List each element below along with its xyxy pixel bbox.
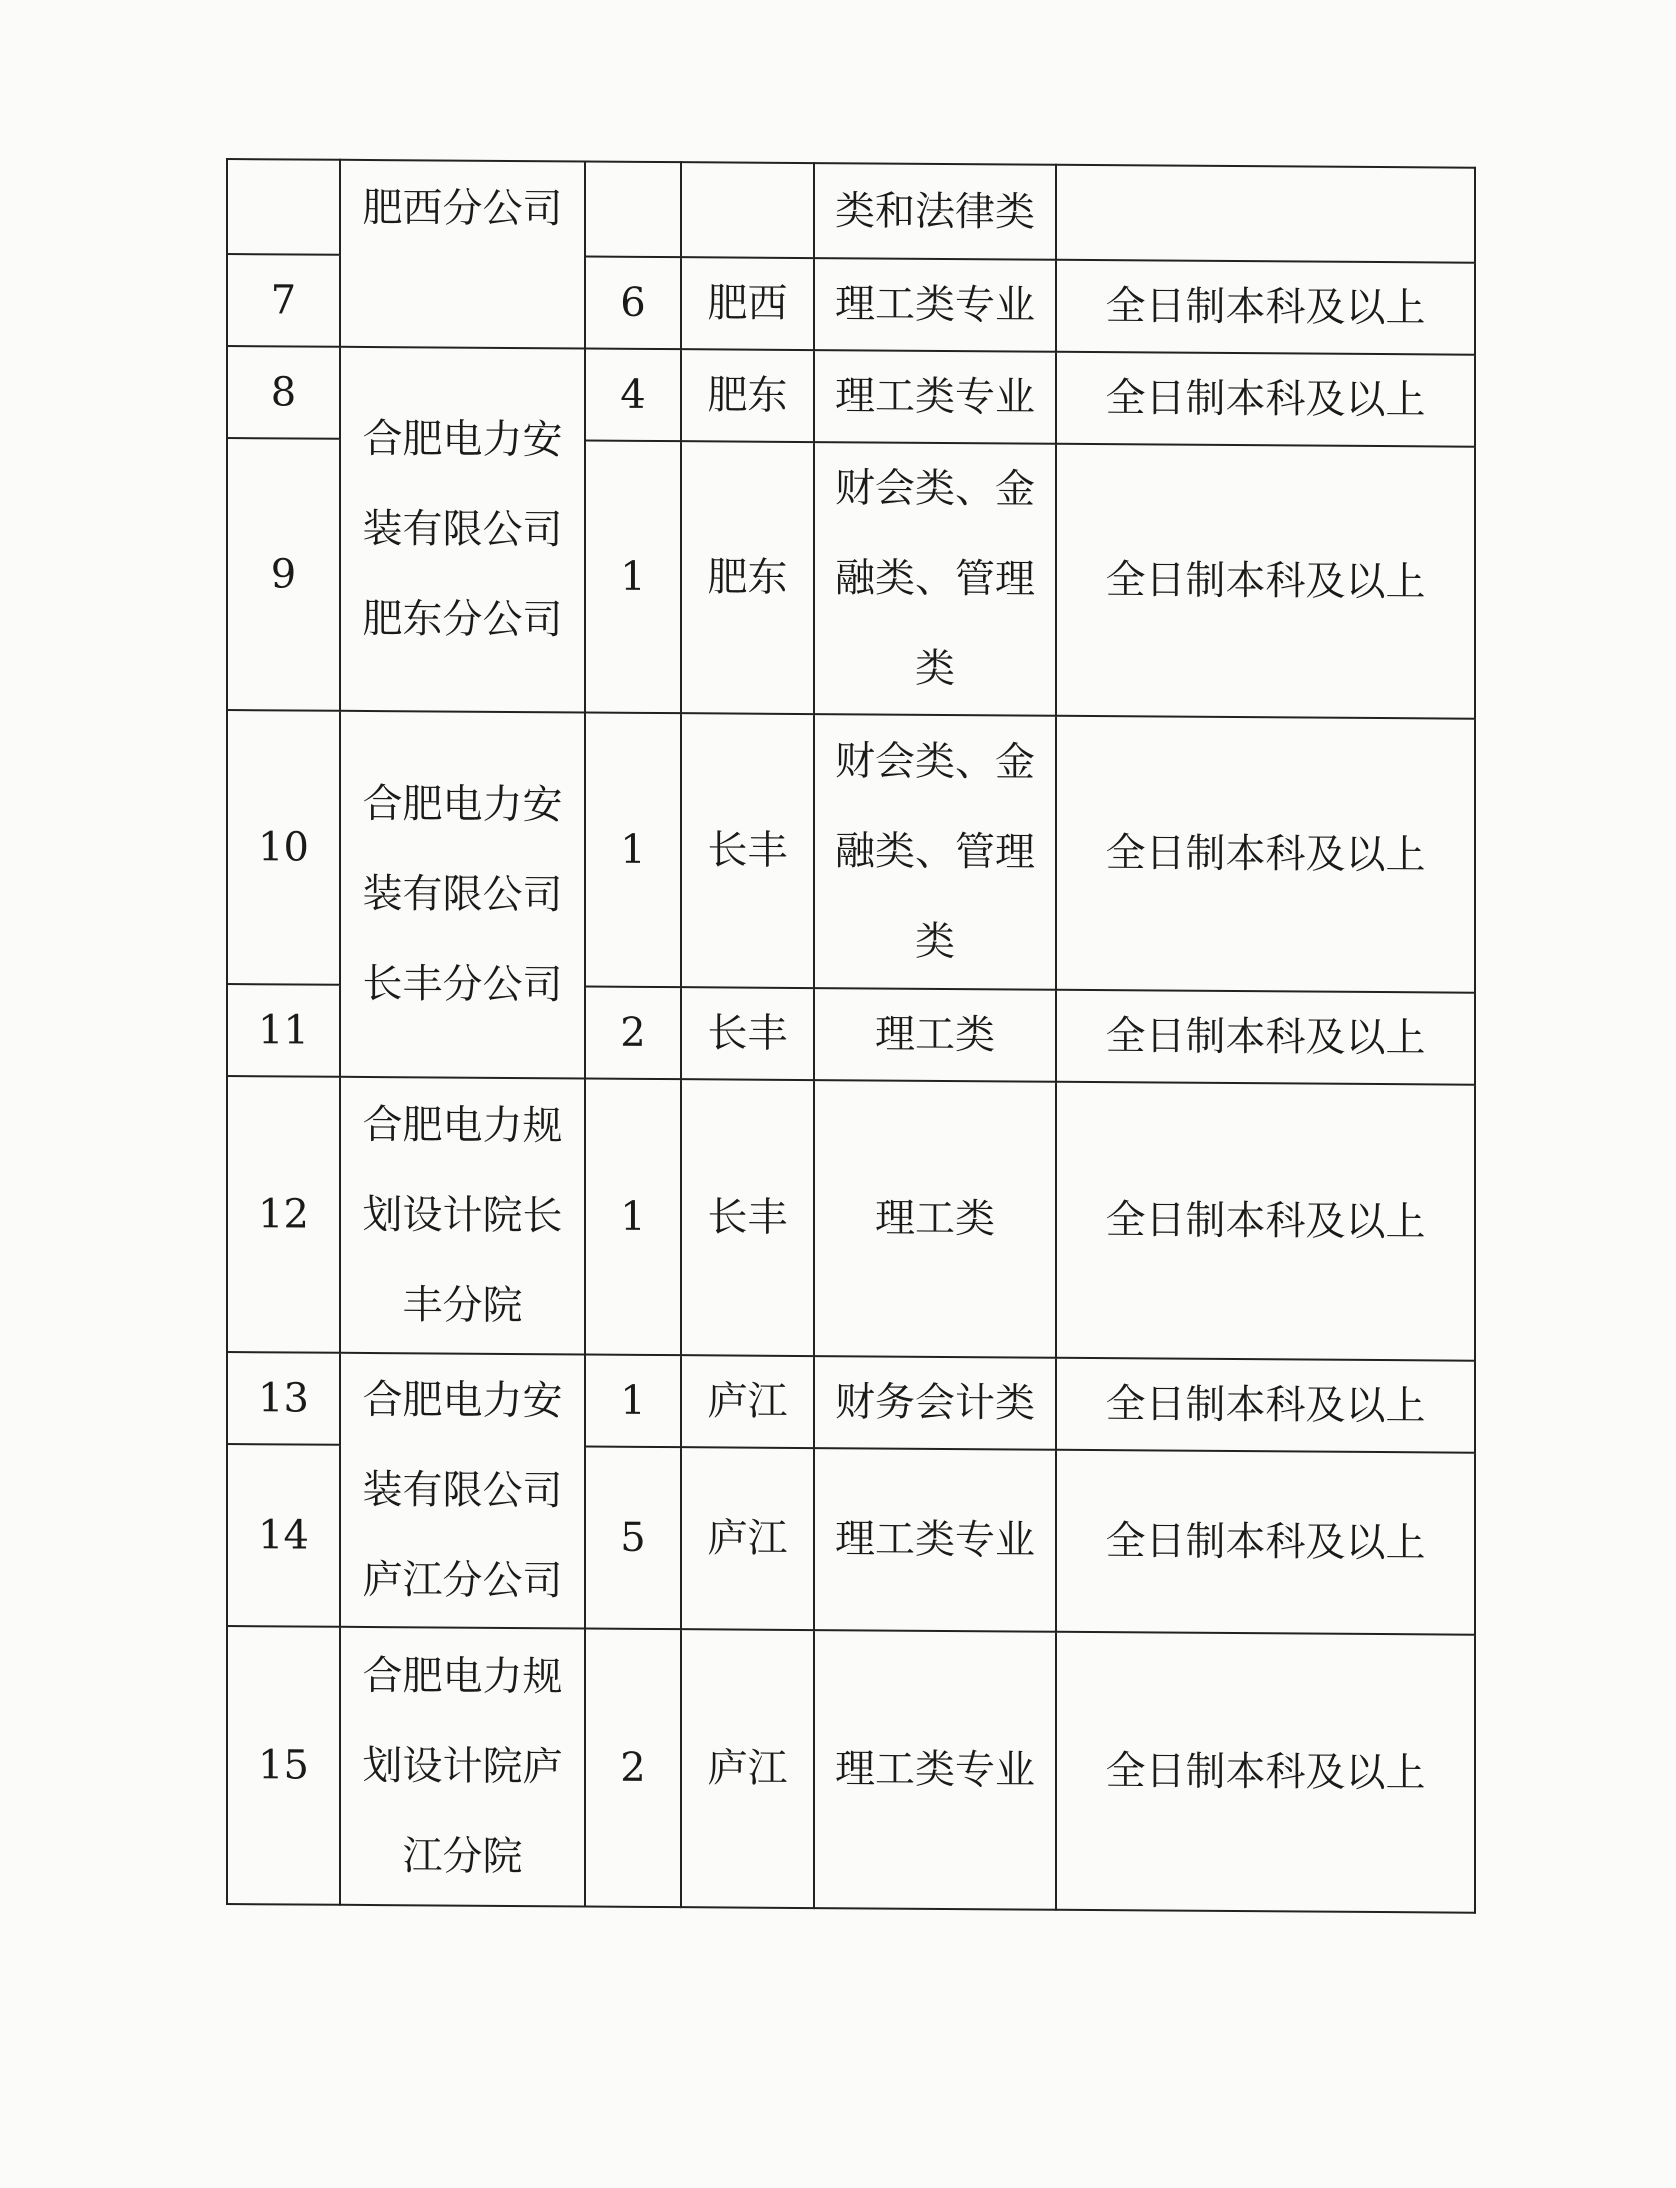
education-requirement: 全日制本科及以上	[1056, 260, 1475, 355]
work-location: 长丰	[681, 1079, 814, 1356]
major-requirement: 财会类、金融类、管理类	[814, 442, 1056, 716]
row-number: 7	[227, 254, 340, 347]
education-requirement: 全日制本科及以上	[1056, 990, 1475, 1085]
headcount	[585, 162, 681, 258]
education-requirement: 全日制本科及以上	[1056, 1632, 1475, 1913]
major-requirement: 理工类专业	[814, 258, 1056, 352]
work-location: 庐江	[681, 1629, 814, 1908]
row-number	[227, 159, 340, 255]
unit-name: 合肥电力规划设计院庐江分院	[340, 1627, 585, 1907]
headcount: 5	[585, 1447, 681, 1630]
row-number: 10	[227, 710, 340, 985]
major-requirement: 理工类	[814, 988, 1056, 1082]
headcount: 2	[585, 1629, 681, 1908]
education-requirement: 全日制本科及以上	[1056, 352, 1475, 447]
row-number: 13	[227, 1352, 340, 1445]
headcount: 1	[585, 1355, 681, 1448]
major-requirement: 财会类、金融类、管理类	[814, 714, 1056, 990]
headcount: 1	[585, 713, 681, 988]
work-location: 肥东	[681, 441, 814, 714]
row-number: 11	[227, 984, 340, 1077]
headcount: 4	[585, 349, 681, 442]
table-row	[227, 1076, 1475, 1361]
recruitment-table	[226, 158, 1476, 1914]
unit-name: 肥西分公司	[340, 160, 585, 349]
education-requirement: 全日制本科及以上	[1056, 1082, 1475, 1361]
major-requirement: 理工类专业	[814, 1630, 1056, 1910]
unit-name: 合肥电力安装有限公司肥东分公司	[340, 347, 585, 713]
row-number: 14	[227, 1444, 340, 1627]
work-location: 长丰	[681, 713, 814, 988]
major-requirement: 理工类	[814, 1080, 1056, 1358]
headcount: 1	[585, 1079, 681, 1356]
unit-name: 合肥电力规划设计院长丰分院	[340, 1077, 585, 1355]
work-location	[681, 162, 814, 258]
education-requirement: 全日制本科及以上	[1056, 444, 1475, 719]
row-number: 12	[227, 1076, 340, 1353]
major-requirement: 理工类专业	[814, 350, 1056, 444]
unit-name: 合肥电力安装有限公司庐江分公司	[340, 1353, 585, 1629]
row-number: 9	[227, 438, 340, 711]
unit-name: 合肥电力安装有限公司长丰分公司	[340, 711, 585, 1079]
table-row	[227, 710, 1475, 993]
education-requirement: 全日制本科及以上	[1056, 716, 1475, 993]
education-requirement: 全日制本科及以上	[1056, 1450, 1475, 1635]
education-requirement: 全日制本科及以上	[1056, 1358, 1475, 1453]
education-requirement	[1056, 165, 1475, 263]
table-row	[227, 159, 1475, 263]
row-number: 15	[227, 1626, 340, 1905]
major-requirement: 理工类专业	[814, 1448, 1056, 1632]
headcount: 6	[585, 257, 681, 350]
major-requirement: 财务会计类	[814, 1356, 1056, 1450]
headcount: 1	[585, 441, 681, 714]
work-location: 庐江	[681, 1447, 814, 1630]
work-location: 肥东	[681, 349, 814, 442]
headcount: 2	[585, 987, 681, 1080]
work-location: 庐江	[681, 1355, 814, 1448]
major-requirement: 类和法律类	[814, 163, 1056, 260]
work-location: 长丰	[681, 987, 814, 1080]
table-row	[227, 1626, 1475, 1913]
work-location: 肥西	[681, 257, 814, 350]
table-row	[227, 1352, 1475, 1453]
table-row	[227, 346, 1475, 447]
row-number: 8	[227, 346, 340, 439]
